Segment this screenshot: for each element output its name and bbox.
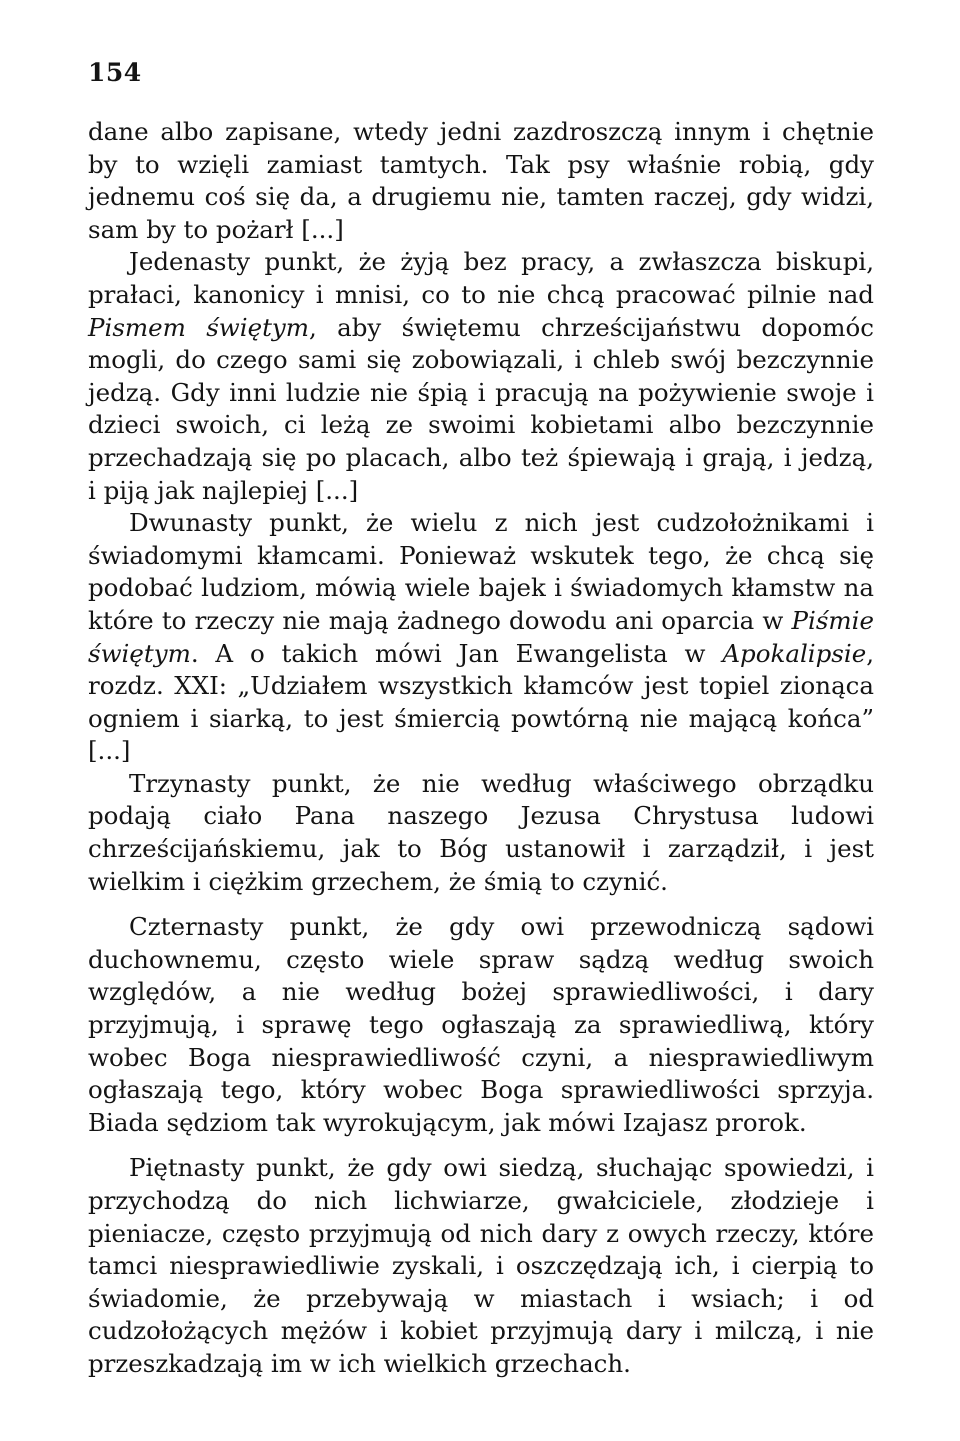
text-segment: Piętnasty punkt, że gdy owi siedzą, słuchając spowiedzi, i przychodzą do nich lichwiarze, gwałciciele, złodzieje i pieniacze, często przyjmują od nich dary z owych rzeczy, które tamci niesprawiedliwie zyskali, i oszczędzają ich, i cierpią to świadomie, że przebywają w miastach i wsiach; i od cudzołożących mężów i kobiet przyjmują dary i milczą, i nie przeszkadzają im w ich wielkich grzechach. [88, 1153, 874, 1378]
paragraph-point-15 [88, 1152, 874, 1380]
paragraph-point-13 [88, 768, 874, 898]
page-number: 154 [88, 58, 142, 87]
text-segment: , aby świętemu chrześcijaństwu dopomóc mogli, do czego sami się zobowiązali, i chleb swój bezczynnie jedzą. Gdy inni ludzie nie śpią i pracują na pożywienie swoje i dzieci swoich, ci leżą ze swoimi kobietami albo bezczynnie przechadzają się po placach, albo też śpiewają i grają, i jedzą, i piją jak najlepiej [...] [88, 312, 874, 505]
text-segment: Jedenasty punkt, że żyją bez pracy, a zwłaszcza biskupi, prałaci, kanonicy i mnisi, co to nie chcą pracować pilnie nad [88, 247, 874, 309]
text-segment: Czternasty punkt, że gdy owi przewodniczą sądowi duchownemu, często wiele spraw sądzą według swoich względów, a nie według bożej sprawiedliwości, i dary przyjmują, i sprawę tego ogłaszają za sprawiedliwą, który wobec Boga niesprawiedliwość czyni, a niesprawiedliwym ogłaszają tego, który wobec Boga sprawiedliwości sprzyja. Biada sędziom tak wyrokującym, jak mówi Izajasz prorok. [88, 912, 874, 1137]
text-segment: Dwunasty punkt, że wielu z nich jest cudzołożnikami i świadomymi kłamcami. Ponieważ wskutek tego, że chcą się podobać ludziom, mówią wiele bajek i świadomych kłamstw na które to rzeczy nie mają żadnego dowodu ani oparcia w [88, 508, 874, 635]
text-segment: , rozdz. XXI: „Udziałem wszystkich kłamców jest topiel zionąca ogniem i siarką, to jest śmiercią powtórną nie mającą końca” [...] [88, 638, 874, 766]
text-segment: . A o takich mówi Jan Ewangelista w [190, 638, 723, 668]
text-segment: Trzynasty punkt, że nie według właściwego obrządku podają ciało Pana naszego Jezusa Chrystusa ludowi chrześcijańskiemu, jak to Bóg ustanowił i zarządził, i jest wielkim i ciężkim grzechem, że śmią to czynić. [88, 768, 874, 896]
paragraph-point-12 [88, 507, 874, 768]
paragraph-point-11 [88, 246, 874, 507]
italic-title-pismo-swiete: Piśmie świętym [88, 605, 874, 668]
italic-title-pismo-swiete: Pismem świętym [88, 312, 309, 342]
text-segment: dane albo zapisane, wtedy jedni zazdroszczą innym i chętnie by to wzięli zamiast tamtych. Tak psy właśnie robią, gdy jednemu coś się da, a drugiemu nie, tamten raczej, gdy widzi, sam by to pożarł [...] [88, 117, 874, 244]
body-text [88, 116, 874, 1381]
italic-title-apokalipsa: Apokalipsie [722, 638, 867, 668]
paragraph-continuation [88, 116, 874, 246]
paragraph-point-14 [88, 911, 874, 1139]
